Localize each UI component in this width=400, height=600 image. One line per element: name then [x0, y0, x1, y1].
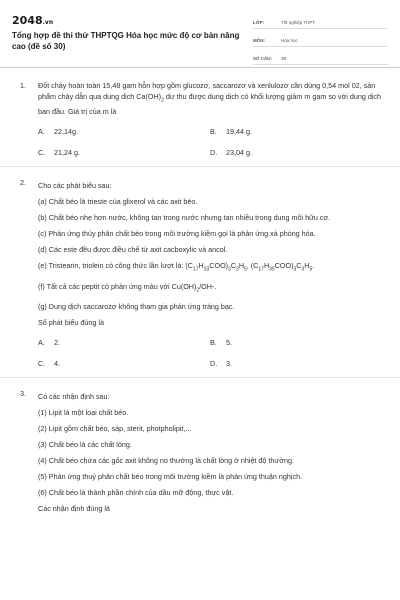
question-footer: Số phát biểu đúng là [38, 318, 104, 328]
question-divider [0, 377, 400, 378]
statement: (c) Phản ứng thủy phân chất béo trong môi trường kiềm gọi là phản ứng xà phòng hóa. [38, 229, 316, 239]
answer-letter: D. [210, 359, 218, 369]
answer-option-b[interactable] [210, 126, 382, 137]
logo-suffix: .vn [42, 19, 54, 26]
header-divider [0, 67, 400, 68]
site-logo[interactable] [12, 14, 53, 27]
statement: (5) Phản ứng thuỷ phân chất béo trong môi trường kiềm là phản ứng thuận nghịch. [38, 472, 303, 482]
statement: (f) Tất cả các peptit có phản ứng màu với $Cu(OH)_2/OH-$. [38, 281, 217, 294]
statement: (b) Chất béo nhẹ hơn nước, không tan trong nước nhưng tan nhiều trong dung môi hữu cơ. [38, 213, 331, 223]
answer-option-a[interactable] [38, 337, 210, 348]
question-3 [20, 388, 380, 519]
answer-text: 21,24 g. [54, 148, 80, 158]
meta-value: Hóa học [281, 37, 298, 43]
meta-key: SỐ CÂU: [253, 55, 272, 61]
answer-text: 4. [54, 359, 60, 369]
statement: (d) Các este đều được điều chế từ axit cacboxylic và ancol. [38, 245, 228, 255]
answer-grid [38, 337, 382, 369]
meta-value: Tốt nghiệp THPT [281, 19, 316, 25]
answer-option-c[interactable] [38, 358, 210, 369]
statement: (3) Chất béo là các chất lỏng. [38, 440, 132, 450]
statement: (1) Lipit là một loại chất béo. [38, 408, 129, 418]
answer-letter: A. [38, 338, 45, 348]
exam-header [12, 14, 388, 64]
exam-content [20, 80, 380, 525]
question-number: 1. [20, 81, 26, 90]
answer-letter: A. [38, 127, 45, 137]
statement: (2) Lipit gồm chất béo, sáp, sterit, photpholipit,... [38, 424, 192, 434]
answer-text: 22,14g. [54, 127, 78, 137]
question-number: 3. [20, 389, 26, 399]
answer-option-b[interactable] [210, 337, 382, 348]
answer-text: 23,04 g. [226, 148, 252, 158]
question-number: 2. [20, 178, 26, 188]
answer-text: 19,44 g. [226, 127, 252, 137]
answer-option-d[interactable] [210, 147, 382, 158]
logo-text: 2048 [12, 14, 43, 27]
question-text: Có các nhận định sau: [38, 392, 110, 402]
answer-letter: C. [38, 359, 46, 369]
meta-row-count [253, 52, 388, 65]
question-2 [20, 177, 380, 369]
question-text: Cho các phát biểu sau: [38, 181, 112, 191]
answer-option-d[interactable] [210, 358, 382, 369]
question-1 [20, 80, 380, 158]
question-divider [0, 166, 400, 167]
meta-row-class [253, 16, 388, 29]
exam-title: Tổng hợp đề thi thử THPTQG Hóa học mức độ cơ bản nâng cao (đề số 30) [12, 31, 240, 51]
question-text: Đốt cháy hoàn toàn 15,48 gam hỗn hợp gồm glucozơ, saccarozơ và xenlulozơ cần dùng 0,54 mol 02, sản phẩm cháy dẫn qua dung dịch $Ca(OH)_2$ dư thu được dung dịch có khối lượng giảm m gam so với dung dịch ban đầu. Giá trị của m là [38, 81, 381, 117]
answer-grid [38, 126, 382, 158]
answer-letter: B. [210, 338, 217, 348]
answer-option-a[interactable] [38, 126, 210, 137]
meta-row-subject [253, 34, 388, 47]
answer-option-c[interactable] [38, 147, 210, 158]
answer-text: 3. [226, 359, 232, 369]
statement: (6) Chất béo là thành phần chính của dầu mỡ động, thực vật. [38, 488, 234, 498]
answer-letter: C. [38, 148, 46, 158]
exam-meta [253, 16, 388, 70]
question-footer: Các nhận định đúng là [38, 504, 110, 514]
statement: (a) Chất béo là trieste của glixerol và các axit béo. [38, 197, 198, 207]
answer-letter: D. [210, 148, 218, 158]
answer-text: 2. [54, 338, 60, 348]
statement: (g) Dung dịch saccarozơ không tham gia phản ứng tráng bạc. [38, 302, 235, 312]
answer-letter: B. [210, 127, 217, 137]
meta-value: 39 [281, 55, 287, 61]
meta-key: MÔN: [253, 37, 265, 43]
meta-key: LỚP: [253, 19, 265, 25]
answer-text: 5. [226, 338, 232, 348]
statement: (4) Chất béo chứa các gốc axit không no thường là chất lỏng ở nhiệt độ thường. [38, 456, 294, 466]
statement: (e) Tristearin, triolein có công thức lần lượt là: $(C_{17}H_{33}COO)_3C_3H_5$, $(C_{17}H_{35}COO)_3C_3H_5$. [38, 261, 315, 273]
